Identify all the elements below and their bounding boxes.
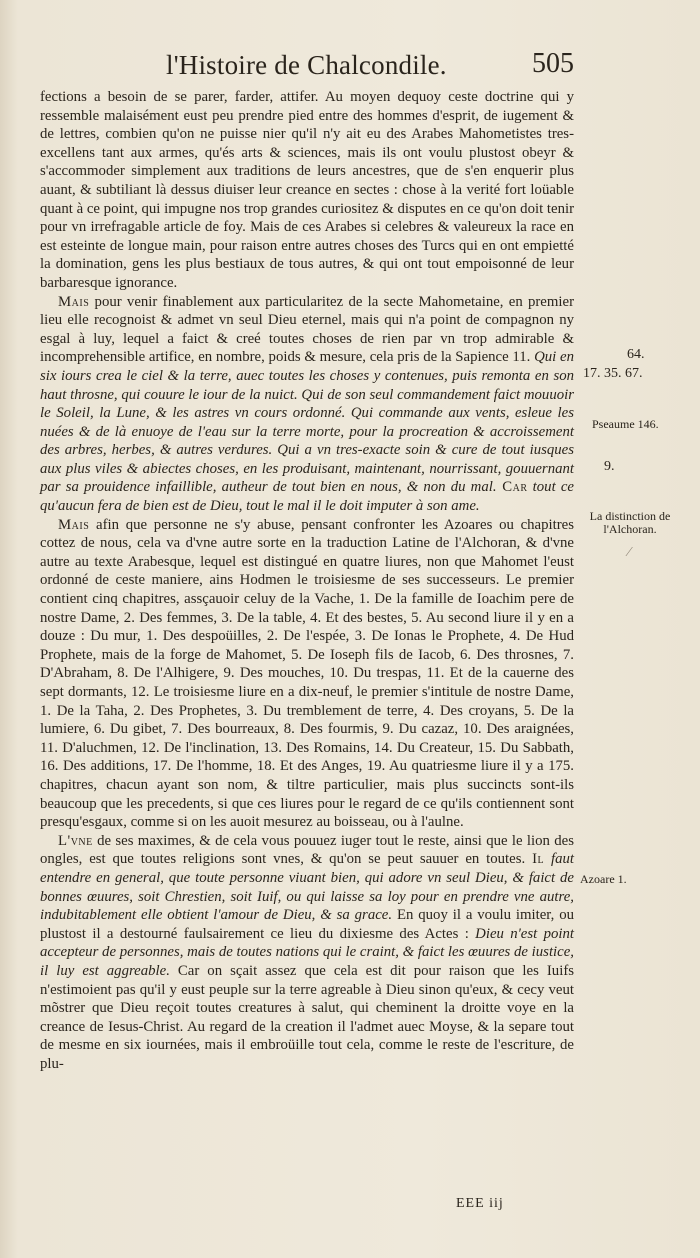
paragraph-text: En quoy il a voulu imiter, ou plustost il a destourné faulsairement ce lieu du dixiesme des Actes : — [40, 907, 574, 942]
quotation-text: Dieu n'est point accepteur de personnes, mais de toutes nations qui le craint, & faict les œuures de iustice, il luy est aggreable. — [40, 925, 574, 979]
margin-note: La distinction de l'Alchoran. — [589, 509, 671, 536]
page-header — [0, 40, 700, 90]
paragraph-lead-word: Mais — [58, 293, 90, 310]
margin-note: Azoare 1. — [580, 872, 627, 886]
paragraph-text: Car on sçait assez que cela est dit pour raison que les Iuifs n'estimoient pas qu'il y eust peuple sur la terre agreable à Dieu sinon qu'eux, & cecy veut mõstrer que Dieu reçoit toutes creatures à salut, qui cheminent la droitte voye en la creance de Iesus-Christ. Au regard de la creation il l'admet auec Moyse, & la separe tout de mesme en six iournées, mais il embroüille tout cela, comme le reste de l'escriture, de plu- — [40, 962, 575, 1072]
paragraph-text: de ses maximes, & de cela vous pouuez iuger tout le reste, ainsi que le lion des ongles, est que toutes religions sont vnes, & qu'on se peut sauuer en toutes. — [40, 832, 574, 868]
ink-mark: ⁄ — [628, 545, 631, 560]
paragraph-azoares — [40, 516, 574, 832]
paragraph-mahometan-sect — [40, 293, 574, 516]
margin-reference: Pseaume 146. — [592, 417, 659, 431]
running-title: l'Histoire de Chalcondile. — [166, 50, 447, 80]
margin-reference: 64. — [627, 347, 645, 362]
paragraph-text: pour venir finablement aux particularitez de la secte Mahometaine, en premier lieu elle recognoist & admet vn seul Dieu eternel, mais qui n'a point de compagnon ny esgal à luy, lequel a faict & creé toutes choses de rien par vn trop admirable & incomprehensible artifice, en nombre, poids & mesure, cela pris de la Sapience 11. — [40, 293, 574, 366]
paragraph-lead-word: L'vne — [58, 832, 93, 849]
paragraph-arabs — [40, 88, 574, 293]
quotation-lead-word: Il — [532, 851, 545, 868]
margin-reference: 17. 35. 67. — [583, 366, 643, 381]
body-text — [40, 88, 574, 1073]
quotation-text: faut entendre en general, que toute personne viuant bien, qui adore vn seul Dieu, & faict de bonnes œuures, soit Chrestien, soit Iuif, ou qui laisse sa loy pour en prendre vne autre, indubitablement elle obtient l'amour de Dieu, & sa grace. — [40, 851, 574, 924]
quotation-text: Qui en six iours crea le ciel & la terre, auec toutes les choses y contenues, puis remonta en son haut throsne, qui couure le iour de la nuict. Qui de son seul commandement faict mouuoir le Soleil, la Lune, & les astres vn cours ordonné. Qui commande aux vents, esleue les nuées & de là enuoye de l'eau sur la terre morte, pour la procreation & accroissement des arbres, herbes, & autres verdures. Qui a vn tres-exacte soin & cure de tout iusques aux plus viles & abiectes choses, en les produisant, maintenant, nourrissant, gouuernant par sa prouidence infaillible, autheur de tout bien en nous, & non du mal. — [40, 349, 574, 496]
paragraph-text: fections a besoin de se parer, farder, attifer. Au moyen dequoy ceste doctrine qui y ressemble malaisément eust peu prendre pied entre des hommes d'esprit, de iugement & de lettres, combien qu'on ne puisse nier qu'il n'y ait eu des Arabes Mahometistes tres-excellens tant aux armes, qu'és arts & sciences, mais ils ont voulu plustost obeyr & s'accommoder simplement aux traditions de leurs ancestres, que de s'en enquerir plus auant, & subtiliant là dessus diuiser leur creance en sectes : chose à la verité fort loüable quant à ce point, qui impugne nos trop grandes curiositez & disputes en ce qu'on doit tenir pour vn irrefragable article de foy. Mais de ces Arabes si celebres & valeureux la race en est esteinte de longue main, pour raison entre autres choses des Turcs qui en ont empietté la domination, gens les plus bestiaux de tous autres, & qui ont tout empoisonné de leur barbaresque ignorance. — [40, 89, 575, 291]
signature-mark: EEE iij — [456, 1196, 504, 1211]
quotation-lead-word: Car — [496, 479, 528, 496]
page-number: 505 — [532, 48, 574, 79]
paragraph-lead-word: Mais — [58, 516, 90, 533]
margin-reference: 9. — [604, 459, 615, 474]
paragraph-maxims — [40, 832, 574, 1074]
paragraph-text: afin que personne ne s'y abuse, pensant confronter les Azoares ou chapitres cottez de nous, cela va d'vne autre sorte en la traduction Latine de l'Alchoran, & d'vne autre au texte Arabesque, lequel est distingué en quatre liures, non que Mahomet l'eust ordonné de ceste maniere, ains Hodmen le troisiesme de ses successeurs. Le premier contient cinq chapitres, assçauoir celuy de la Vache, 1. De la famille de Ioachim pere de nostre Dame, 2. Des femmes, 3. De la table, 4. Et des bestes, 5. Au second liure il y en a douze : Du mur, 1. Des despoüilles, 2. De l'espée, 3. De Ionas le Prophete, 4. De Hud Prophete, mais de la forge de Mahomet, 5. De Ioseph fils de Iacob, 6. Des throsnes, 7. D'Abraham, 8. De l'Alhigere, 9. Des mouches, 10. Du trespas, 11. Et de la cauerne des sept dormants, 12. Le troisiesme liure en a dix-neuf, le premier s'intitule de nostre Dame, 1. De la Taha, 2. Des Prophetes, 3. Du tremblement de terre, 4. Des croyans, 5. De la lumiere, 6. Du gibet, 7. Des bourreaux, 8. Des fourmis, 9. Du cazaz, 10. Des araignées, 11. D'aluchmen, 12. De l'inclination, 13. Des Romains, 14. Du Createur, 15. Du Sabbath, 16. Des additions, 17. De l'homme, 18. Et des Anges, 19. Au quatriesme liure il y a 175. chapitres, chacun ayant son nom, & tiltre particulier, mais plus succincts sont-ils beaucoup que les precedents, si que ces liures pour le regard de ce qu'ils contiennent sont presqu'esgaux, comme si on les auoit mesurez au boisseau, ou à l'aulne. — [40, 516, 574, 831]
quotation-text: tout ce qu'aucun fera de bien est de Dieu, tout le mal il le doit imputer à son ame. — [40, 479, 574, 515]
